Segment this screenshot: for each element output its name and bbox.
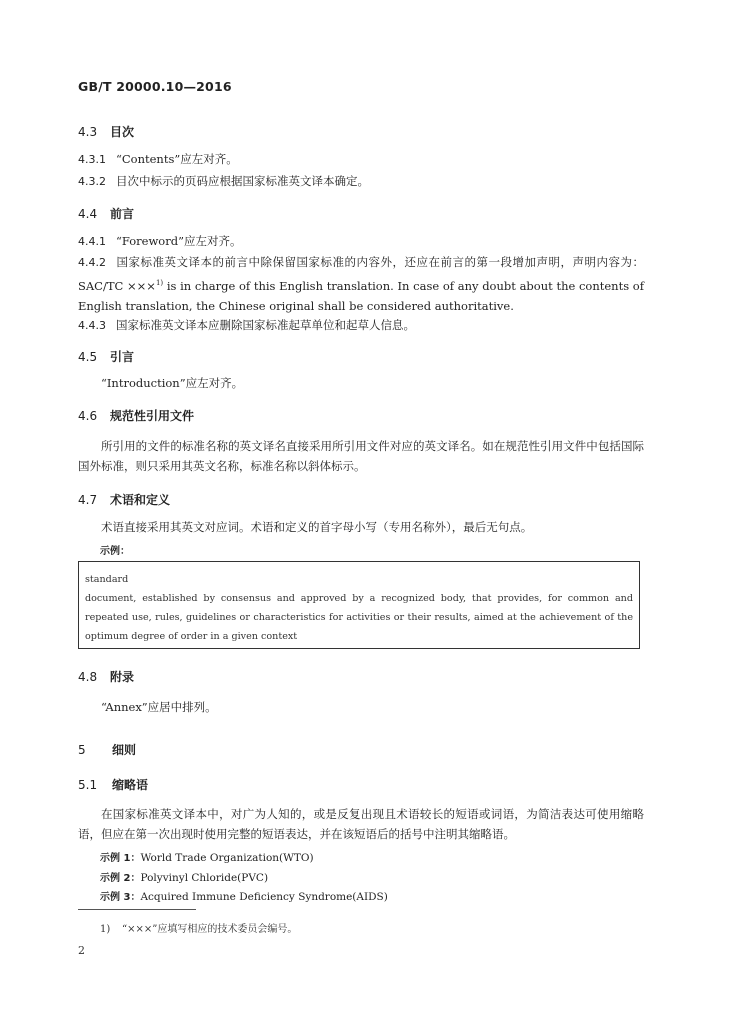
example-label: 示例： xyxy=(100,546,130,557)
section-title: 附录 xyxy=(110,670,135,684)
section-number: 5.1 xyxy=(78,778,98,792)
standard-code: GB/T 20000.10—2016 xyxy=(78,79,232,94)
clause-text: “Foreword”应左对齐。 xyxy=(116,234,242,248)
clause-4-3-2 xyxy=(78,171,644,192)
example-2 xyxy=(100,869,268,884)
clause-text: 国家标准英文译本的前言中除保留国家标准的内容外，还应在前言的第一段增加声明，声明内容为：SAC/TC ××× xyxy=(78,255,644,293)
section-number: 5 xyxy=(78,743,86,757)
example-1 xyxy=(100,849,314,864)
section-4-8-body: “Annex”应居中排列。 xyxy=(101,700,217,714)
section-4-5-body: “Introduction”应左对齐。 xyxy=(101,376,244,390)
section-number: 4.8 xyxy=(78,670,98,684)
footnote-reference: 1) xyxy=(155,279,164,287)
example-text: World Trade Organization(WTO) xyxy=(140,852,314,864)
section-5-1-body: 在国家标准英文译本中，对广为人知的，或是反复出现且术语较长的短语或词语，为简洁表达可使用缩略语，但应在第一次出现时使用完整的短语表达，并在该短语后的括号中注明其缩略语。 xyxy=(78,807,644,841)
section-4-3-heading xyxy=(78,123,134,140)
clause-text: 国家标准英文译本应删除国家标准起草单位和起草人信息。 xyxy=(116,318,415,332)
footnote-text: “×××”应填写相应的技术委员会编号。 xyxy=(122,924,298,935)
clause-4-4-1 xyxy=(78,231,644,252)
clause-text: “Contents”应左对齐。 xyxy=(116,152,238,166)
clause-number: 4.4.3 xyxy=(78,319,106,332)
example-text: Acquired Immune Deficiency Syndrome(AIDS) xyxy=(140,891,388,903)
section-number: 4.6 xyxy=(78,409,98,423)
section-number: 4.3 xyxy=(78,125,98,139)
example-label: 示例 3： xyxy=(100,892,141,903)
section-title: 规范性引用文件 xyxy=(110,409,195,423)
section-title: 细则 xyxy=(112,743,137,757)
section-4-7-heading xyxy=(78,491,170,508)
section-number: 4.5 xyxy=(78,350,98,364)
example-term: standard xyxy=(85,574,129,585)
clause-4-4-3 xyxy=(78,315,644,336)
clause-number: 4.3.2 xyxy=(78,175,106,188)
terminology-example-box xyxy=(78,561,640,649)
section-4-4-heading xyxy=(78,205,134,222)
page-number: 2 xyxy=(78,944,85,957)
footnote-divider xyxy=(78,909,196,910)
section-5-1-heading xyxy=(78,776,148,793)
chapter-5-heading xyxy=(78,741,136,758)
clause-text: 目次中标示的页码应根据国家标准英文译本确定。 xyxy=(116,174,369,188)
clause-number: 4.3.1 xyxy=(78,153,106,166)
section-4-6-heading xyxy=(78,407,194,424)
footnote-number: 1) xyxy=(100,924,111,935)
clause-4-4-2 xyxy=(78,252,644,316)
example-text: Polyvinyl Chloride(PVC) xyxy=(140,872,269,884)
section-4-6-body: 所引用的文件的标准名称的英文译名直接采用所引用文件对应的英文译名。如在规范性引用文件中包括国际国外标准，则只采用其英文名称，标准名称以斜体标示。 xyxy=(78,439,644,473)
example-label: 示例 2： xyxy=(100,873,141,884)
section-title: 引言 xyxy=(110,350,135,364)
footnote xyxy=(100,920,297,935)
section-4-5-heading xyxy=(78,348,134,365)
clause-4-3-1 xyxy=(78,149,644,170)
clause-text-english: is in charge of this English translation. In case of any doubt about the contents of English translation, the Chinese original shall be considered authoritative. xyxy=(78,278,644,313)
example-label: 示例 1： xyxy=(100,853,141,864)
section-title: 缩略语 xyxy=(112,778,149,792)
example-definition: document, established by consensus and approved by a recognized body, that provides, for common and repeated use, rules, guidelines or characteristics for activities or their results, aimed at the achievement of the optimum degree of order in a given context xyxy=(85,593,633,642)
section-title: 前言 xyxy=(110,207,135,221)
example-3 xyxy=(100,888,388,903)
section-number: 4.4 xyxy=(78,207,98,221)
section-4-7-body: 术语直接采用其英文对应词。术语和定义的首字母小写（专用名称外），最后无句点。 xyxy=(101,520,533,534)
section-title: 术语和定义 xyxy=(110,493,171,507)
section-title: 目次 xyxy=(110,125,135,139)
section-number: 4.7 xyxy=(78,493,98,507)
clause-number: 4.4.2 xyxy=(78,256,106,269)
clause-number: 4.4.1 xyxy=(78,235,106,248)
section-4-8-heading xyxy=(78,668,134,685)
